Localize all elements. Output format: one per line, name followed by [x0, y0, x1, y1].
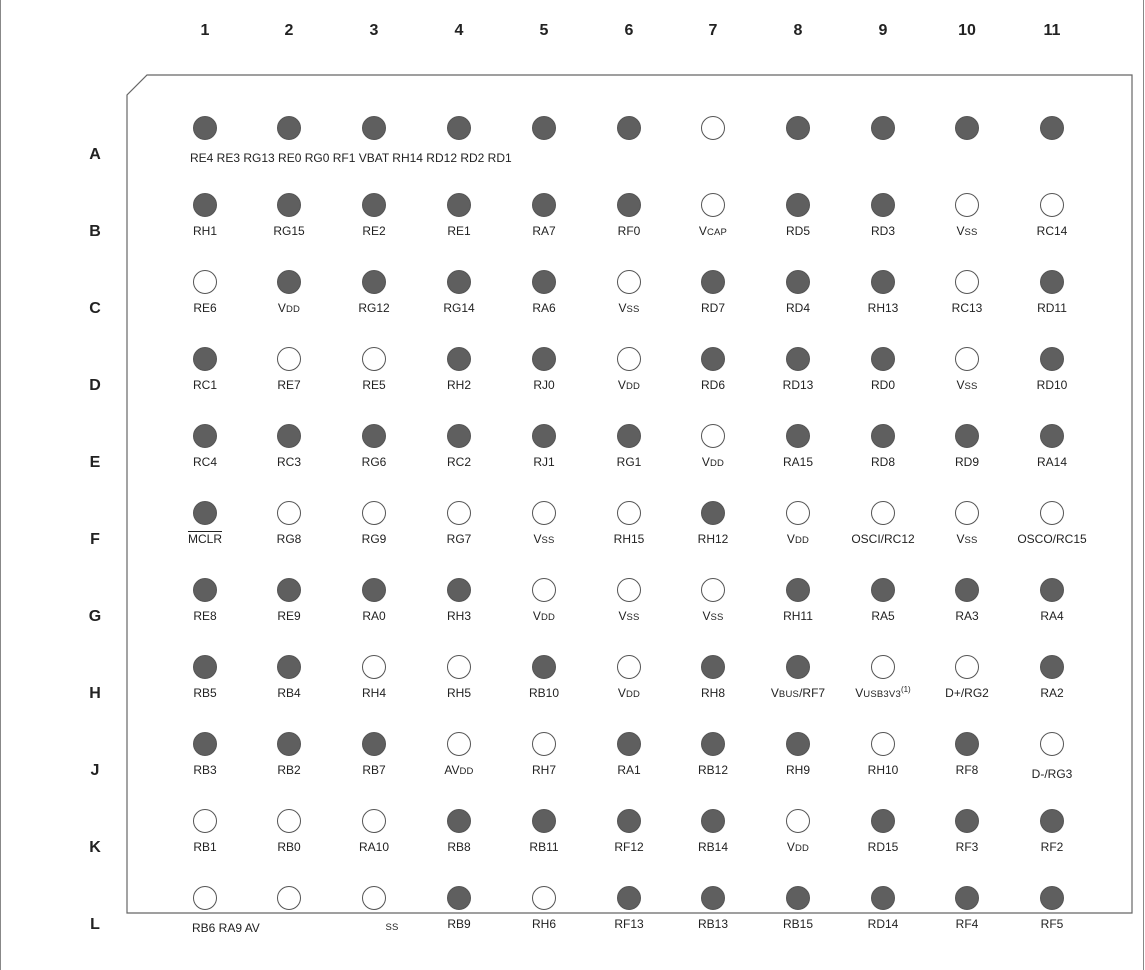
ball-A2 [277, 116, 301, 140]
pin-label-H5: RB10 [528, 686, 560, 700]
pin-label-D8: RD13 [782, 378, 814, 392]
ball-G5 [532, 578, 556, 602]
pin-label-K9: RD15 [867, 840, 899, 854]
ball-H1 [193, 655, 217, 679]
pin-label-K5: RB11 [529, 840, 559, 854]
pin-label-G3: RA0 [362, 609, 386, 623]
ball-D4 [447, 347, 471, 371]
pin-label-K7: RB14 [697, 840, 729, 854]
row-label-J: J [90, 762, 100, 779]
ball-B4 [447, 193, 471, 217]
ball-J7 [701, 732, 725, 756]
column-label-8: 8 [793, 22, 803, 39]
pin-label-E4: RC2 [446, 455, 471, 469]
ball-J5 [532, 732, 556, 756]
ball-F2 [277, 501, 301, 525]
pin-label-H8: VBUS/RF7 [770, 686, 826, 700]
ball-F11 [1040, 501, 1064, 525]
pin-label-D6: VDD [617, 378, 641, 392]
pin-label-E3: RG6 [361, 455, 387, 469]
pin-label-G2: RE9 [277, 609, 301, 623]
pin-label-J7: RB12 [697, 763, 729, 777]
pin-label-K1: RB1 [193, 840, 217, 854]
ball-L11 [1040, 886, 1064, 910]
pin-label-L4: RB9 [447, 917, 471, 931]
pin-label-L9: RD14 [867, 917, 899, 931]
ball-E9 [871, 424, 895, 448]
ball-B2 [277, 193, 301, 217]
ball-D1 [193, 347, 217, 371]
ball-A7 [701, 116, 725, 140]
pin-label-L11: RF5 [1040, 917, 1064, 931]
ball-A6 [617, 116, 641, 140]
pin-label-G10: RA3 [955, 609, 979, 623]
ball-G4 [447, 578, 471, 602]
pin-label-C2: VDD [277, 301, 301, 315]
pin-label-B1: RH1 [192, 224, 217, 238]
ball-B3 [362, 193, 386, 217]
pin-label-J6: RA1 [617, 763, 641, 777]
pin-label-C11: RD11 [1037, 301, 1067, 315]
ball-C2 [277, 270, 301, 294]
pin-label-E7: VDD [701, 455, 725, 469]
pin-label-G11: RA4 [1040, 609, 1064, 623]
pin-label-F10: VSS [956, 532, 978, 546]
pin-label-J1: RB3 [193, 763, 217, 777]
pin-label-J8: RH9 [785, 763, 810, 777]
pin-label-G6: VSS [618, 609, 640, 623]
ball-K4 [447, 809, 471, 833]
row-label-C: C [89, 300, 101, 317]
pin-label-E1: RC4 [192, 455, 217, 469]
pin-label-D7: RD6 [700, 378, 725, 392]
pin-label-B5: RA7 [532, 224, 556, 238]
ball-B6 [617, 193, 641, 217]
row-label-E: E [89, 454, 101, 471]
ball-J6 [617, 732, 641, 756]
ball-J11 [1040, 732, 1064, 756]
pin-label-K11: RF2 [1040, 840, 1064, 854]
column-label-6: 6 [624, 22, 634, 39]
pin-label-G9: RA5 [871, 609, 895, 623]
ball-E1 [193, 424, 217, 448]
ball-H7 [701, 655, 725, 679]
ball-B11 [1040, 193, 1064, 217]
ball-C5 [532, 270, 556, 294]
pin-label-C8: RD4 [785, 301, 810, 315]
ball-E5 [532, 424, 556, 448]
pin-label-F3: RG9 [361, 532, 387, 546]
ball-B1 [193, 193, 217, 217]
ball-J10 [955, 732, 979, 756]
ball-K7 [701, 809, 725, 833]
ball-C3 [362, 270, 386, 294]
ball-L1 [193, 886, 217, 910]
pin-label-K6: RF12 [614, 840, 644, 854]
pin-label-J3: RB7 [362, 763, 386, 777]
ball-G3 [362, 578, 386, 602]
pin-label-F5: VSS [533, 532, 555, 546]
row-a-label-line: RE4 RE3 RG13 RE0 RG0 RF1 VBAT RH14 RD12 RD2 RD1 [190, 151, 512, 165]
pin-label-C6: VSS [618, 301, 640, 315]
pin-label-K10: RF3 [955, 840, 979, 854]
pin-label-J11: D-/RG3 [1031, 767, 1073, 781]
ball-A3 [362, 116, 386, 140]
pin-label-D5: RJ0 [533, 378, 555, 392]
pin-label-C10: RC13 [951, 301, 983, 315]
pin-label-D1: RC1 [192, 378, 217, 392]
pin-label-E10: RD9 [954, 455, 979, 469]
ball-L6 [617, 886, 641, 910]
column-label-7: 7 [708, 22, 718, 39]
ball-F4 [447, 501, 471, 525]
ball-K8 [786, 809, 810, 833]
pin-label-B6: RF0 [617, 224, 641, 238]
pin-label-J5: RH7 [531, 763, 556, 777]
pin-label-H7: RH8 [700, 686, 725, 700]
ball-K5 [532, 809, 556, 833]
pin-label-G1: RE8 [193, 609, 217, 623]
pin-label-J9: RH10 [867, 763, 899, 777]
ball-D10 [955, 347, 979, 371]
pin-label-K8: VDD [786, 840, 810, 854]
ball-H11 [1040, 655, 1064, 679]
ball-L4 [447, 886, 471, 910]
ball-H10 [955, 655, 979, 679]
ball-F3 [362, 501, 386, 525]
row-label-B: B [89, 223, 101, 240]
pin-label-E6: RG1 [616, 455, 642, 469]
ball-G2 [277, 578, 301, 602]
ball-C6 [617, 270, 641, 294]
pin-label-K3: RA10 [358, 840, 390, 854]
pin-label-H3: RH4 [361, 686, 386, 700]
pin-label-K2: RB0 [277, 840, 301, 854]
ball-J1 [193, 732, 217, 756]
ball-K1 [193, 809, 217, 833]
ball-D9 [871, 347, 895, 371]
pin-label-L8: RB15 [782, 917, 814, 931]
ball-D11 [1040, 347, 1064, 371]
column-label-11: 11 [1043, 22, 1061, 39]
ball-L8 [786, 886, 810, 910]
ball-F6 [617, 501, 641, 525]
ball-K11 [1040, 809, 1064, 833]
ball-G11 [1040, 578, 1064, 602]
pin-label-B7: VCAP [698, 224, 728, 238]
ball-J3 [362, 732, 386, 756]
pin-label-D4: RH2 [446, 378, 471, 392]
ball-J9 [871, 732, 895, 756]
pin-label-K4: RB8 [447, 840, 471, 854]
pin-label-L7: RB13 [697, 917, 729, 931]
pin-label-E8: RA15 [782, 455, 814, 469]
ball-D2 [277, 347, 301, 371]
pin-label-B3: RE2 [362, 224, 386, 238]
ball-H6 [617, 655, 641, 679]
row-label-D: D [89, 377, 101, 394]
ball-D7 [701, 347, 725, 371]
pin-label-G7: VSS [702, 609, 724, 623]
pin-label-C3: RG12 [358, 301, 390, 315]
pin-label-L6: RF13 [614, 917, 644, 931]
pin-label-F1: MCLR [187, 532, 222, 546]
ball-J4 [447, 732, 471, 756]
ball-K6 [617, 809, 641, 833]
ball-F1 [193, 501, 217, 525]
pin-label-L5: RH6 [531, 917, 556, 931]
pin-label-E5: RJ1 [533, 455, 555, 469]
ball-B7 [701, 193, 725, 217]
ball-A11 [1040, 116, 1064, 140]
pin-label-F2: RG8 [276, 532, 302, 546]
ball-F10 [955, 501, 979, 525]
ball-F8 [786, 501, 810, 525]
pin-label-H4: RH5 [446, 686, 471, 700]
pin-label-L10: RF4 [955, 917, 979, 931]
pin-label-F7: RH12 [697, 532, 729, 546]
column-label-3: 3 [369, 22, 379, 39]
pin-label-E9: RD8 [870, 455, 895, 469]
ball-A5 [532, 116, 556, 140]
column-label-10: 10 [958, 22, 976, 39]
ball-J2 [277, 732, 301, 756]
pin-label-B2: RG15 [273, 224, 305, 238]
pin-label-D11: RD10 [1036, 378, 1068, 392]
ball-G8 [786, 578, 810, 602]
ball-L9 [871, 886, 895, 910]
pin-label-B10: VSS [956, 224, 978, 238]
ball-H8 [786, 655, 810, 679]
row-label-A: A [89, 146, 101, 163]
column-label-1: 1 [200, 22, 210, 39]
ball-C8 [786, 270, 810, 294]
row-l-label-line: RB6 RA9 AV [192, 921, 260, 935]
ball-K2 [277, 809, 301, 833]
ball-H5 [532, 655, 556, 679]
ball-H4 [447, 655, 471, 679]
pin-label-B4: RE1 [447, 224, 471, 238]
ball-E6 [617, 424, 641, 448]
pin-label-B9: RD3 [870, 224, 895, 238]
ball-K9 [871, 809, 895, 833]
column-label-4: 4 [454, 22, 464, 39]
pin-label-C4: RG14 [443, 301, 475, 315]
pin-label-G4: RH3 [446, 609, 471, 623]
pin-label-F9: OSCI/RC12 [851, 532, 915, 546]
ball-G1 [193, 578, 217, 602]
ball-L7 [701, 886, 725, 910]
pin-label-E2: RC3 [276, 455, 301, 469]
pin-label-F11: OSCO/RC15 [1017, 532, 1087, 546]
ball-A1 [193, 116, 217, 140]
ball-B9 [871, 193, 895, 217]
ball-E11 [1040, 424, 1064, 448]
ball-L2 [277, 886, 301, 910]
pin-label-C5: RA6 [532, 301, 556, 315]
ball-E8 [786, 424, 810, 448]
ball-C10 [955, 270, 979, 294]
pin-label-H11: RA2 [1040, 686, 1064, 700]
ball-B10 [955, 193, 979, 217]
pin-label-F6: RH15 [613, 532, 645, 546]
pin-label-B11: RC14 [1036, 224, 1068, 238]
ball-H2 [277, 655, 301, 679]
ball-D5 [532, 347, 556, 371]
ball-E2 [277, 424, 301, 448]
ball-F9 [871, 501, 895, 525]
ball-A9 [871, 116, 895, 140]
ball-G10 [955, 578, 979, 602]
pin-label-G8: RH11 [783, 609, 813, 623]
pin-label-H1: RB5 [193, 686, 217, 700]
ball-G6 [617, 578, 641, 602]
column-label-5: 5 [539, 22, 549, 39]
row-l-ss-fragment: SS [385, 922, 399, 933]
pin-label-E11: RA14 [1036, 455, 1068, 469]
ball-L10 [955, 886, 979, 910]
ball-L3 [362, 886, 386, 910]
ball-A4 [447, 116, 471, 140]
pin-label-F4: RG7 [446, 532, 472, 546]
ball-E4 [447, 424, 471, 448]
ball-G7 [701, 578, 725, 602]
column-label-9: 9 [878, 22, 888, 39]
ball-F5 [532, 501, 556, 525]
ball-C1 [193, 270, 217, 294]
pin-label-C7: RD7 [700, 301, 725, 315]
ball-B5 [532, 193, 556, 217]
ball-D8 [786, 347, 810, 371]
pin-label-H9: VUSB3V3$^{(1)}$ [855, 685, 911, 700]
pin-label-F8: VDD [786, 532, 810, 546]
ball-C11 [1040, 270, 1064, 294]
row-label-L: L [90, 916, 100, 933]
ball-F7 [701, 501, 725, 525]
pin-label-J10: RF8 [955, 763, 979, 777]
ball-C9 [871, 270, 895, 294]
ball-K3 [362, 809, 386, 833]
ball-E3 [362, 424, 386, 448]
ball-J8 [786, 732, 810, 756]
pin-label-H2: RB4 [277, 686, 301, 700]
ball-A8 [786, 116, 810, 140]
ball-G9 [871, 578, 895, 602]
ball-D3 [362, 347, 386, 371]
pin-label-G5: VDD [532, 609, 556, 623]
pin-label-D2: RE7 [277, 378, 301, 392]
pin-label-C9: RH13 [867, 301, 899, 315]
pin-label-B8: RD5 [785, 224, 810, 238]
ball-A10 [955, 116, 979, 140]
pin-label-D3: RE5 [362, 378, 386, 392]
row-label-K: K [89, 839, 101, 856]
row-label-G: G [88, 608, 102, 625]
pin-label-H10: D+/RG2 [945, 686, 989, 700]
ball-E10 [955, 424, 979, 448]
pin-label-D9: RD0 [870, 378, 895, 392]
ball-K10 [955, 809, 979, 833]
ball-C4 [447, 270, 471, 294]
ball-H9 [871, 655, 895, 679]
pin-label-D10: VSS [956, 378, 978, 392]
ball-D6 [617, 347, 641, 371]
pin-label-J2: RB2 [277, 763, 301, 777]
row-label-F: F [90, 531, 100, 548]
ball-B8 [786, 193, 810, 217]
row-label-H: H [89, 685, 101, 702]
ball-C7 [701, 270, 725, 294]
pin-label-J4: AVDD [444, 763, 474, 777]
ball-H3 [362, 655, 386, 679]
pin-label-H6: VDD [617, 686, 641, 700]
column-label-2: 2 [284, 22, 294, 39]
ball-E7 [701, 424, 725, 448]
ball-L5 [532, 886, 556, 910]
pin-label-C1: RE6 [193, 301, 217, 315]
